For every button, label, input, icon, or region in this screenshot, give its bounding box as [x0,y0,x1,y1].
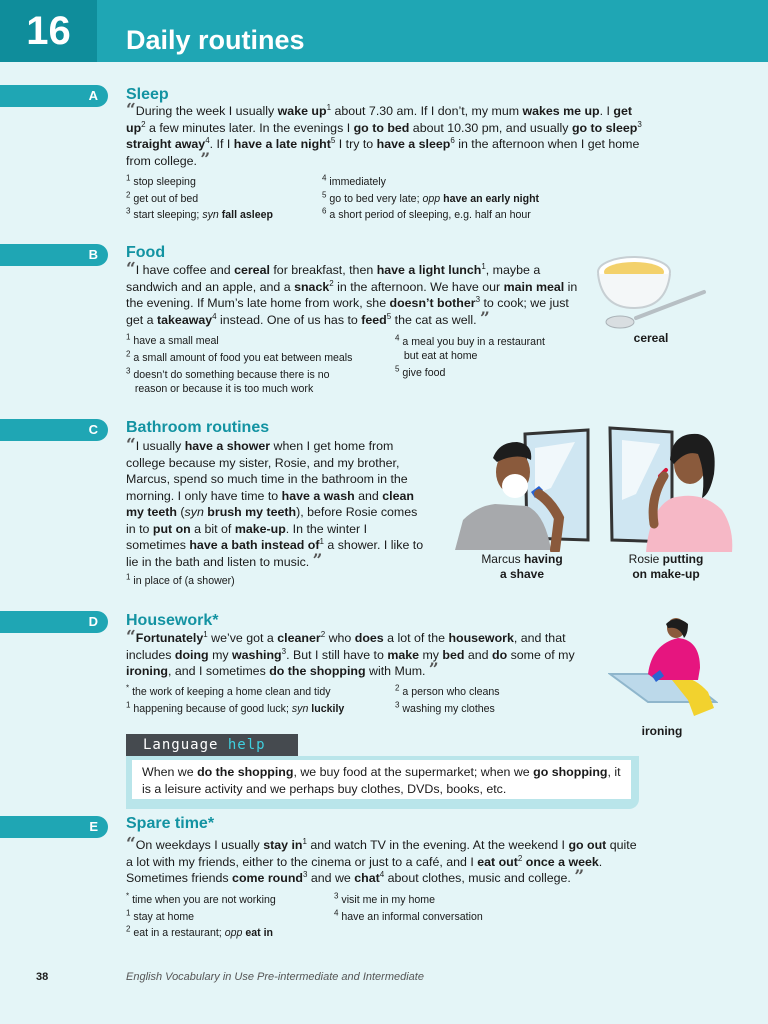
section-a-title: Sleep [126,86,169,103]
marcus-shaving-illustration [455,428,590,552]
section-e-tab: E [0,816,108,838]
section-d-text: “Fortunately$^1$ we’ve got a cleaner$^2$ who does a lot of the housework, and that includes doing my washing$^3$. But I still have to make my bed and do some of my ironing, and I sometimes do the shopping with Mum. ” [126,627,575,680]
section-c-tab: C [0,419,108,441]
section-e-glossary-right: $^3$ visit me in my home $^4$ have an informal conversation [334,891,483,923]
section-d-tab: D [0,611,108,633]
section-b-glossary-left: $^1$ have a small meal $^2$ a small amount of food you eat between meals $^3$ doesn’t do something because there is no reason or because it is too much work [126,332,353,395]
section-a-text: “During the week I usually wake $up^1$ about 7.30 am. If I don’t, my mum wakes me up. I get $up^2$ a few minutes later. In the evenings I go to bed about 10.30 pm, and usually go to sleep$^3$ straight away$^4$. If I have a late night$^5$ I try to have a sleep$^6$ in the afternoon when I get home from college. ” [126,100,642,170]
section-e-title: Spare time* [126,815,215,832]
section-c-title: Bathroom routines [126,419,270,436]
page-number: 38 [36,971,49,983]
section-b-glossary-right: $^4$ a meal you buy in a restaurant but eat at home $^5$ give food [395,333,545,379]
header-bar [0,0,768,62]
section-d-glossary-right: $^2$ a person who cleans $^3$ washing my clothes [395,683,500,715]
ironing-illustration [608,616,718,724]
section-a-tab: A [0,85,108,107]
language-help-heading: Language help [126,734,298,756]
page-title: Daily routines [126,25,305,55]
rosie-make-up-illustration [606,424,736,552]
section-e-glossary-left: * time when you are not working $^1$ stay at home $^2$ eat in a restaurant; opp eat in [126,891,276,939]
cereal-caption: cereal [633,331,669,345]
section-b-text: “I have coffee and cereal for breakfast, then have a light lunch$^1$, maybe a sandwich and an apple, and a snack$^2$ in the afternoon. We have our main meal in the evening. If Mum’s late home from work, she doesn’t bother$^3$ to cook; we just get a takeaway$^4$ instead. One of us has to feed$^5$ the cat as well. ” [126,259,578,329]
section-a-glossary-right: $^4$ immediately $^5$ go to bed very late; opp have an early night $^6$ a short period of sleeping, e.g. half an hour [322,173,540,221]
unit-number: 16 [0,0,97,62]
section-d-glossary-left: * the work of keeping a home clean and tidy $^1$ happening because of good luck; syn luckily [126,683,345,715]
marcus-caption: Marcus having a shave [481,552,563,581]
section-d-title: Housework* [126,612,219,629]
book-title: English Vocabulary in Use Pre-intermediate and Intermediate [126,971,424,983]
section-a-glossary-left: $^1$ stop sleeping $^2$ get out of bed $^3$ start sleeping; syn fall asleep [126,173,273,221]
section-b-tab: B [0,244,108,266]
section-c-text: “I usually have a shower when I get home from college because my sister, Rosie, and my brother, Marcus, spend so much time in the bathroom in the morning. I only have time to have a wash and clean my teeth (syn brush my teeth), before Rosie comes in to put on a bit of make-up. In the winter I sometimes have a bath instead $of^1$ a shower. I like to lie in the bath and listen to music. ” [126,435,424,571]
rosie-caption: Rosie putting on make-up [628,552,704,581]
section-c-footnote: $^1$ in place of (a shower) [126,572,235,587]
ironing-caption: ironing [641,724,683,738]
cereal-bowl-illustration [596,250,708,334]
language-help-text: When we do the shopping, we buy food at the supermarket; when we go shopping, it is a leisure activity and we perhaps buy clothes, DVDs, books, etc. [132,760,631,799]
language-help-box [126,756,639,809]
section-e-text: “On weekdays I usually stay $in^1$ and watch TV in the evening. At the weekend I go out quite a lot with my friends, either to the cinema or just to a café, and I eat out$^2$ once a week. Sometimes friends come round$^3$ and we chat$^4$ about clothes, music and college. ” [126,834,637,887]
section-b-title: Food [126,244,166,261]
